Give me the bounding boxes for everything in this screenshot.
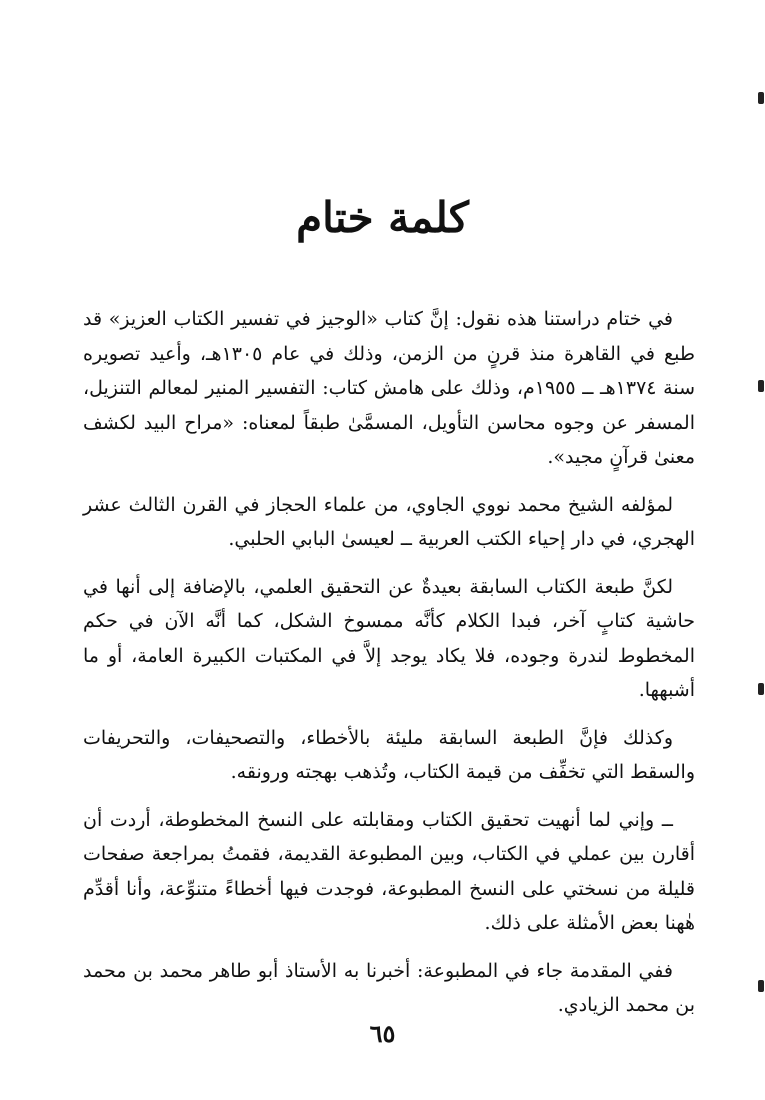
paragraph-2: لمؤلفه الشيخ محمد نووي الجاوي، من علماء الحجاز في القرن الثالث عشر الهجري، في دار إحياء الكتب العربية ــ لعيسىٰ البابي الحلبي. [83, 493, 695, 550]
paragraph-4: وكذلك فإنَّ الطبعة السابقة مليئة بالأخطاء، والتصحيفات، والتحريفات والسقط التي تخفِّف من قيمة الكتاب، وتُذهب بهجته ورونقه. [83, 726, 695, 783]
page-number: ٦٥ [369, 1019, 396, 1048]
margin-mark [758, 683, 764, 695]
body-text [83, 302, 695, 1036]
page-title: كلمة ختام [296, 193, 469, 242]
margin-mark [758, 980, 764, 992]
margin-mark [758, 380, 764, 392]
paragraph-3: لكنَّ طبعة الكتاب السابقة بعيدةٌ عن التحقيق العلمي، بالإضافة إلى أنها في حاشية كتابٍ آخر، فبدا الكلام كأنَّه ممسوخ الشكل، كما أنَّه الآن في حكم المخطوط لندرة وجوده، فلا يكاد يوجد إلاَّ في المكتبات الكبيرة العامة، أو ما أشبهها. [83, 575, 695, 701]
paragraph-5: ــ وإني لما أنهيت تحقيق الكتاب ومقابلته على النسخ المخطوطة، أردت أن أقارن بين عملي في الكتاب، وبين المطبوعة القديمة، فقمتُ بمراجعة صفحات قليلة من نسختي على النسخ المطبوعة، فوجدت فيها أخطاءً متنوِّعة، وأنا أقدِّم هٰهنا بعض الأمثلة على ذلك. [83, 808, 695, 934]
paragraph-1: في ختام دراستنا هذه نقول: إنَّ كتاب «الوجيز في تفسير الكتاب العزيز» قد طبع في القاهرة منذ قرنٍ من الزمن، وذلك في عام ١٣٠٥هـ، وأعيد تصويره سنة ١٣٧٤هـ ــ ١٩٥٥م، وذلك على هامش كتاب: التفسير المنير لمعالم التنزيل، المسفر عن وجوه محاسن التأويل، المسمَّىٰ طبقاً لمعناه: «مراح البيد لكشف معنىٰ قرآنٍ مجيد». [83, 308, 695, 468]
paragraph-6: ففي المقدمة جاء في المطبوعة: أخبرنا به الأستاذ أبو طاهر محمد بن محمد بن محمد الزيادي. [83, 959, 695, 1016]
margin-mark [758, 92, 764, 104]
